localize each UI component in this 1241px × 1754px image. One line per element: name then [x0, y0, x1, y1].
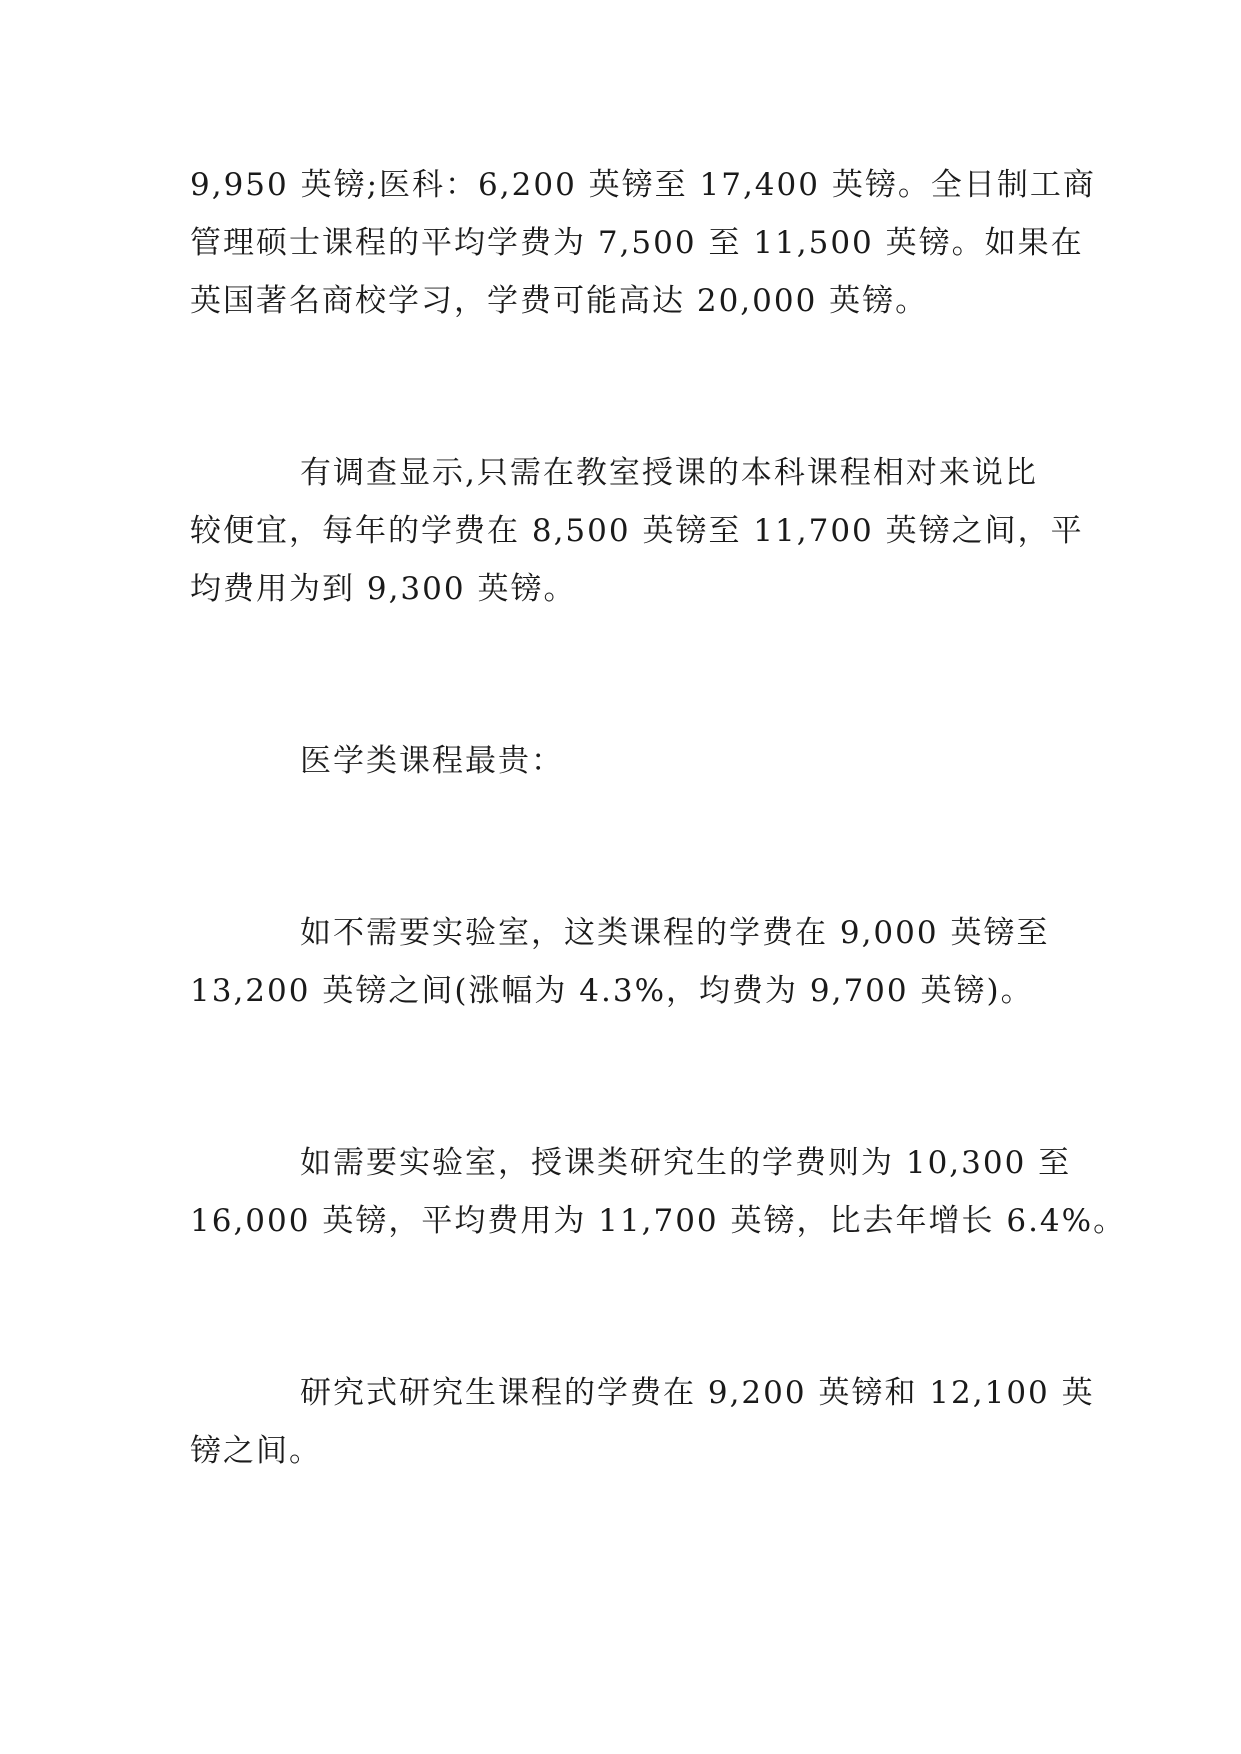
text-line: 9,950 英镑;医科：6,200 英镑至 17,400 英镑。全日制工商 [190, 167, 1096, 203]
text-line: 如不需要实验室，这类课程的学费在 9,000 英镑至 [300, 915, 1050, 951]
text-line: 英国著名商校学习，学费可能高达 20,000 英镑。 [190, 283, 929, 319]
text-line: 13,200 英镑之间(涨幅为 4.3%，均费为 9,700 英镑)。 [190, 973, 1034, 1009]
text-line: 如需要实验室，授课类研究生的学费则为 10,300 至 [300, 1145, 1072, 1181]
text-line: 较便宜，每年的学费在 8,500 英镑至 11,700 英镑之间，平 [190, 513, 1084, 549]
text-line: 医学类课程最贵： [300, 743, 564, 779]
text-line: 管理硕士课程的平均学费为 7,500 至 11,500 英镑。如果在 [190, 225, 1084, 261]
text-line: 16,000 英镑，平均费用为 11,700 英镑，比去年增长 6.4%。 [190, 1203, 1127, 1239]
text-line: 有调查显示,只需在教室授课的本科课程相对来说比 [300, 455, 1038, 491]
text-line: 镑之间。 [190, 1433, 322, 1469]
text-line: 均费用为到 9,300 英镑。 [190, 571, 577, 607]
text-line: 研究式研究生课程的学费在 9,200 英镑和 12,100 英 [300, 1375, 1095, 1411]
